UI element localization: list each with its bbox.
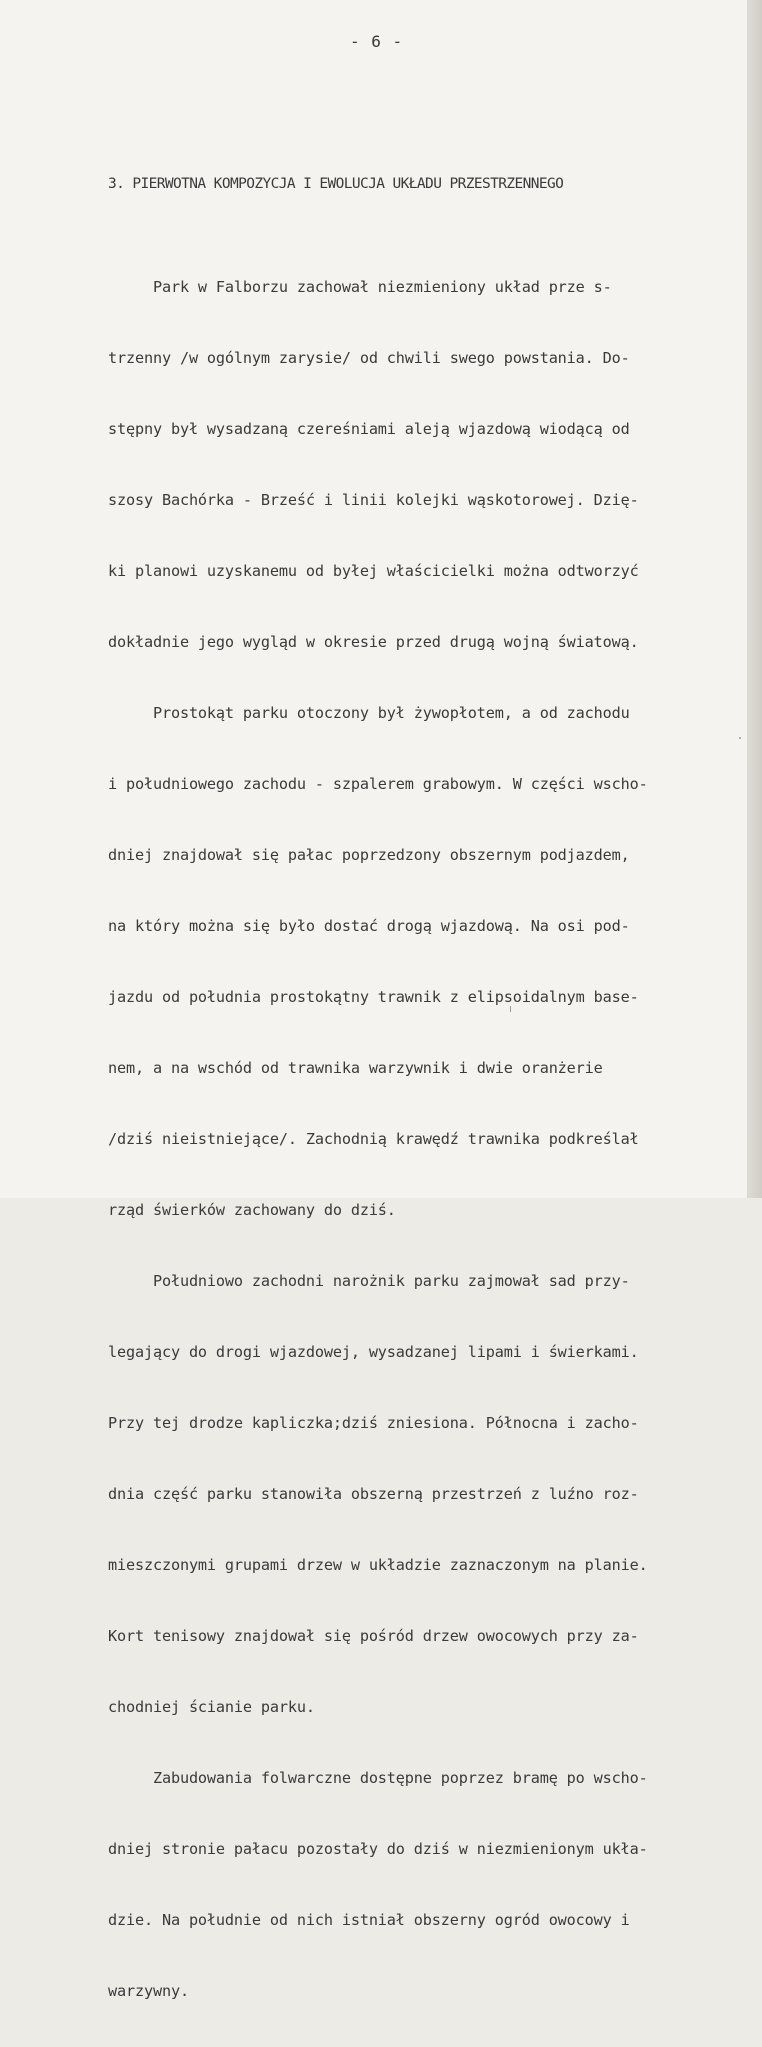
body-text — [108, 232, 648, 2047]
text-line: Kort tenisowy znajdował się pośród drzew owocowych przy za- — [108, 1627, 639, 1645]
page-number: - 6 - — [350, 32, 404, 51]
section-heading: 3. PIERWOTNA KOMPOZYCJA I EWOLUCJA UKŁADU PRZESTRZENNEGO — [108, 176, 564, 192]
text-line: dokładnie jego wygląd w okresie przed drugą wojną światową. — [108, 633, 639, 651]
text-line: dzie. Na południe od nich istniał obszerny ogród owocowy i — [108, 1911, 630, 1929]
text-line: na który można się było dostać drogą wjazdową. Na osi pod- — [108, 917, 630, 935]
text-line: rząd świerków zachowany do dziś. — [108, 1201, 396, 1219]
text-line: trzenny /w ogólnym zarysie/ od chwili swego powstania. Do- — [108, 349, 630, 367]
text-line: nem, a na wschód od trawnika warzywnik i dwie oranżerie — [108, 1059, 603, 1077]
text-line: mieszczonymi grupami drzew w układzie zaznaczonym na planie. — [108, 1556, 648, 1574]
text-line: legający do drogi wjazdowej, wysadzanej lipami i świerkami. — [108, 1343, 639, 1361]
text-line: dniej znajdował się pałac poprzedzony obszernym podjazdem, — [108, 846, 630, 864]
text-line: dniej stronie pałacu pozostały do dziś w niezmienionym ukła- — [108, 1840, 648, 1858]
text-line: Południowo zachodni narożnik parku zajmował sad przy- — [108, 1272, 630, 1290]
page-edge — [748, 0, 762, 1198]
paper-speck — [739, 737, 741, 739]
text-line: /dziś nieistniejące/. Zachodnią krawędź trawnika podkreślał — [108, 1130, 639, 1148]
text-line: Zabudowania folwarczne dostępne poprzez bramę po wscho- — [108, 1769, 648, 1787]
text-line: i południowego zachodu - szpalerem grabowym. W części wscho- — [108, 775, 648, 793]
text-line: dnia część parku stanowiła obszerną przestrzeń z luźno roz- — [108, 1485, 639, 1503]
text-line: stępny był wysadzaną czereśniami aleją wjazdową wiodącą od — [108, 420, 630, 438]
text-line: ki planowi uzyskanemu od byłej właścicielki można odtworzyć — [108, 562, 639, 580]
text-line: Park w Falborzu zachował niezmieniony układ prze s- — [108, 278, 612, 296]
text-line: Prostokąt parku otoczony był żywopłotem, a od zachodu — [108, 704, 630, 722]
text-line: Przy tej drodze kapliczka;dziś zniesiona. Północna i zacho- — [108, 1414, 639, 1432]
text-line: jazdu od południa prostokątny trawnik z elipsoidalnym base- — [108, 988, 639, 1006]
text-line: warzywny. — [108, 1982, 189, 2000]
paper-speck — [510, 1006, 511, 1012]
text-line: szosy Bachórka - Brześć i linii kolejki wąskotorowej. Dzię- — [108, 491, 639, 509]
text-line: chodniej ścianie parku. — [108, 1698, 315, 1716]
